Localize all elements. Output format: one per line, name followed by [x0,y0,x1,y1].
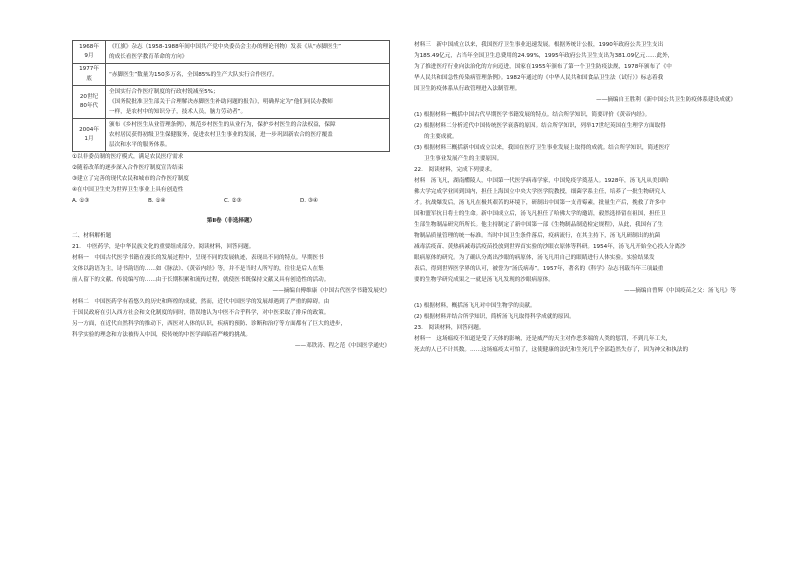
material-2-source: ——邓铁涛、程之范《中国医学通史》 [294,343,390,349]
date-cell: 20世纪 80年代 [73,86,106,119]
part-heading: 二、材料解析题 [72,233,112,239]
table-row [73,86,390,119]
question-22-subquestions: (1) 根据材料，概括汤飞凡对中国生物学的贡献。 (2) 根据材料并结合所学知识，简析汤飞凡取得科学成就的原因。 [414,303,575,320]
history-timeline-table [72,40,390,152]
material-3-source: ——摘编自王胜利《新中国公共卫生防疫体系建设成就》 [596,97,736,103]
date-cell: 2004年 1月 [73,119,106,152]
material-1: 材料一 中国古代医学书籍在漫长的发展过程中，呈现不同的发展轨迹，表现出不同的特点。早期医书 文体以韵语为主，诗书韵语的……如《脉法》、《黄帝内经》等，并不是当时人所写的，往往是后人在集 前人留下的文献、传说编写的……由于长期积累和流传过程，就使医书既保持文献又具有创造性的活动。 [72,255,330,283]
date-cell: 1968年 9月 [73,41,106,64]
content-cell: 《红旗》杂志（1958-1988年间中国共产党中央委员会主办的理论刊物）发表《从“赤脚医生” 的成长看医学教育革命的方向》 [106,41,390,64]
right-column [414,40,736,356]
material-1-source: ——摘编自傅维康《中国古代医学书籍发展史》 [272,288,390,294]
question-23: 23. 阅读材料，回答问题。 [414,325,485,331]
content-cell: “赤脚医生”数量为150多万名，全国85%的生产大队实行合作医疗。 [106,64,390,86]
question-22: 22. 阅读材料，完成下列要求。 [414,167,496,173]
option-a: A. ①③ [72,198,90,204]
multiple-choice-options [72,196,390,207]
table-row [73,41,390,64]
section-title: 第Ⅱ卷（非选择题） [206,218,256,224]
choice-item: ④在中国卫生史为世界卫生事业上具有创造性 [72,187,184,193]
table-row [73,64,390,86]
content-cell: 颁布《乡村医生从业管理条例》，规范乡村医生的从业行为，保护乡村医生的合法权益，保障 农村居民获得初级卫生保健服务，促进农村卫生事业的发展，进一步巩固新农合的医疗覆盖 层次和水平的服务体系。 [106,119,390,152]
material-22: 材料 汤飞凡，湖南醴陵人，中国第一代医学病毒学家，中国免疫学奠基人。1928年，汤飞凡从美国哈 佛大学完成学业回到国内，担任上海国立中央大学医学院教授，细菌学系主任，培养了一批生物研究人 才。抗战爆发后，汤飞凡在极其艰苦的环境下，研制出中国第一支青霉素，批量生产后，挽救了许多中 国和盟军抗日将士的生命。新中国成立后，汤飞凡担任了哈佛大学的邀请，毅然选择留在祖国，担任卫 生部生物制品研究所所长。他主持制定了新中国第一部《生物制品制造检定规程》，从此，我国有了生 物制品质量管理的统一标准。当时中国卫生条件落后，疫病流行，在其主持下，汤飞凡研制出的抗菌 减毒活疫苗、黄热病减毒活疫苗投放到世界首实验的沙眼衣原体等科研。1954年，汤飞凡开始全心投入分离沙 眼病原体的研究。为了确认分离出沙眼的病原体，汤飞凡用自己的眼睛进行人体实验。实验结果发 表后，得到世界医学界的认可，被誉为“汤氏病毒”。1957年，著名的《科学》杂志刊载当年三项最重 要的生物学研究成果之一就是汤飞凡发现的沙眼病原体。 [414,178,686,283]
choice-item: ①以非委员制的医疗模式，满足农民医疗需求 [72,154,184,160]
question-21-subquestions: (1) 根据材料一概括中国古代早期医学书籍发展的特点。结合所学知识，简要评价《黄帝内经》。 (2) 根据材料二分析近代中国传统医学衰落的原因。结合所学知识，列举17世纪英国在生理学方面取得 的主要成就。 (3) 根据材料三概括新中国成立以来，我国在医疗卫生事业发展上取得的成就。结合所学知识，简述医疗 卫生事业发展产生的主要原因。 [414,112,670,162]
date-cell: 1977年 底 [73,64,106,86]
material-2: 材料二 中国医药学有着悠久的历史和辉煌的成就，然而，近代中国医学的发展却遇到了严重的障碍。由 于国民政府在引入西方社会和文化制度的同时，错误地认为中医不合乎科学，对中医采取了排斥的政策。 另一方面，在近代自然科学的推动下，西医对人体的认识，疾病的预防、诊断和治疗等方面都有了巨大的进步， 科学实验的理念和方法被传入中国，使传统的中医学面临着严峻的挑战。 [72,299,347,338]
option-b: B. ①④ [148,198,166,204]
material-22-source: ——摘编自曾辉《中国疫苗之父：汤飞凡》等 [624,288,736,294]
answer-choices [72,152,390,196]
option-d: D. ③④ [300,198,318,204]
content-cell: 全国实行合作医疗制度的行政村锐减至5%； 《国务院批准卫生部关于合理解决赤脚医生补助问题的报告》，明确界定为“他们同民办教师 一样，是农村中的知识分子，技术人员，脑力劳动者”。 [106,86,390,119]
choice-item: ③建立了完善的现代农民和城市的合作医疗制度 [72,176,189,182]
choice-item: ②随着改革的逐步深入合作医疗制度宣告结束 [72,165,184,171]
left-column [72,40,390,352]
material-3: 材料三 新中国成立以来，我国医疗卫生事业迅速发展。根据务统计公报，1990年政府公共卫生支出 为185.49亿元，占当年全国卫生总费用的24.99%，1995年政府公共卫生支出为381.09亿元……此外， 为了推进医疗行业向法治化的方向迈进，国家在1955年颁布了第一个卫生防疫法规，1978年颁布了《中 华人民共和国急性传染病管理条例》。1982年通过的《中华人民共和国食品卫生法（试行）》标志着我 国卫生防疫体系从行政管理进入法制管理。 [414,42,674,92]
question-21: 21. 中医药学，是中华民族文化的重要组成部分。阅读材料，回答问题。 [72,244,255,250]
table-row [73,119,390,152]
option-c: C. ②③ [224,198,242,204]
material-23: 材料一 这场瘟疫不知道是受了天体的影响，还是威严的天主对作恶多端的人类的惩罚，不到几年工夫， 死去的人已不计其数。……这场瘟疫太可怕了，这使健康的法纪和生死几乎全部趋然失存了，因为神父和执法的 [414,336,689,353]
